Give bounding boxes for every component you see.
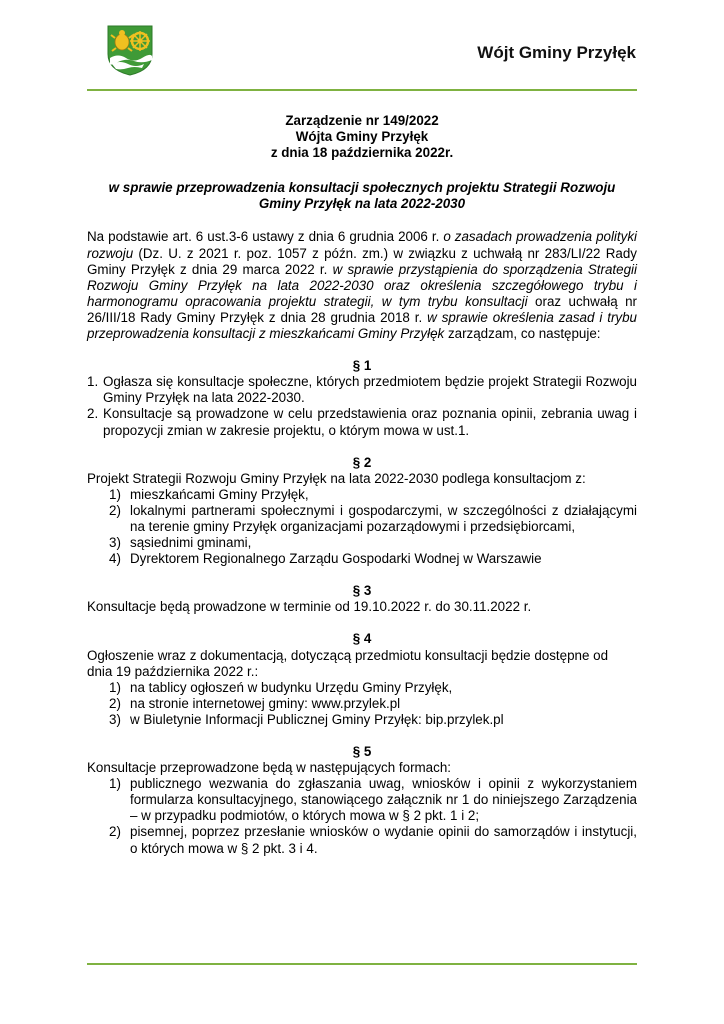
section-heading: § 3 [352,583,372,599]
list-text: pisemnej, poprzez przesłanie wniosków o wydanie opinii do samorządów i instytucji, o których mowa w § 2 pkt. 3 i 4. [130,824,637,856]
list-marker: 2) [109,824,121,840]
list-text: sąsiednimi gminami, [130,535,252,551]
title-line: Wójta Gminy Przyłęk [295,129,429,145]
section-list [87,487,637,567]
list-text: Konsultacje są prowadzone w celu przedstawienia oraz poznania opinii, zebrania uwag i propozycji zmian w zakresie projektu, o którym mowa w ust.1. [103,406,637,438]
list-marker: 1. [87,374,99,390]
preamble-run: Na podstawie art. 6 ust.3-6 ustawy z dnia 6 grudnia 2006 r. [87,229,444,245]
document-subject: w sprawie przeprowadzenia konsultacji społecznych projektu Strategii Rozwoju Gminy Przyłęk na lata 2022-2030 [108,180,616,212]
list-text: na stronie internetowej gminy: www.przylek.pl [130,695,401,711]
section-intro: Ogłoszenie wraz z dokumentacją, dotyczącą przedmiotu konsultacji będzie dostępne od dnia 19 października 2022 r.: [87,647,609,679]
list-marker: 2. [87,406,99,422]
list-text: w Biuletynie Informacji Publicznej Gminy Przyłęk: bip.przylek.pl [130,711,504,727]
section-heading: § 2 [352,454,372,470]
section [87,744,637,857]
section-intro: Projekt Strategii Rozwoju Gminy Przyłęk na lata 2022-2030 podlega konsultacjom z: [87,470,586,486]
title-line: Zarządzenie nr 149/2022 [285,113,439,128]
section-intro: Konsultacje będą prowadzone w terminie od 19.10.2022 r. do 30.11.2022 r. [87,599,532,615]
section [87,455,637,568]
footer-divider [87,963,637,965]
list-text: Ogłasza się konsultacje społeczne, których przedmiotem będzie projekt Strategii Rozwoju Gminy Przyłęk na lata 2022-2030. [103,374,637,406]
list-item [87,696,637,712]
list-text: mieszkańcami Gminy Przyłęk, [130,486,309,502]
list-marker: 1) [109,776,121,792]
preamble-run: w sprawie przystąpienia do sporządzenia Strategii Rozwoju Gminy Przyłęk na lata 2022-2030 oraz określenia szczegółowego trybu i harmonogramu opracowania projektu strategii, w tym trybu konsultacji [87,261,637,309]
section-intro: Konsultacje przeprowadzone będą w następujących formach: [87,760,451,776]
document-body [87,113,637,857]
section [87,631,637,728]
preamble-run: (Dz. U. z 2021 r. poz. 1057 z późn. zm.) w związku z uchwałą nr 283/LI/22 Rady Gminy Przyłęk z dnia 29 marca 2022 r. [87,245,637,277]
list-item [87,487,637,503]
list-item [87,551,637,567]
coat-of-arms-logo [106,24,154,76]
section-heading: § 1 [352,358,372,374]
preamble-run: w sprawie określenia zasad i trybu przeprowadzenia konsultacji z mieszkańcami Gminy Przyłęk [87,309,637,342]
section-heading: § 5 [352,744,372,759]
list-text: publicznego wezwania do zgłaszania uwag, wniosków i opinii z wykorzystaniem formularza konsultacyjnego, stanowiącego załącznik nr 1 do niniejszego Zarządzenia – w przypadku podmiotów, o których mowa w § 2 pkt. 1 i 2; [130,776,637,824]
list-marker: 1) [109,486,121,502]
preamble-run: o zasadach prowadzenia polityki rozwoju [87,229,637,261]
list-marker: 3) [109,535,121,551]
list-item [87,374,637,406]
sections [87,358,637,857]
list-item [87,503,637,535]
list-marker: 2) [109,502,121,518]
list-marker: 3) [109,711,121,727]
list-item [87,824,637,856]
list-item [87,680,637,696]
list-item [87,712,637,728]
list-item [87,406,637,438]
section [87,358,637,438]
preamble [87,229,637,342]
section-list [87,680,637,728]
list-item [87,776,637,824]
document-title [87,113,637,161]
title-line: z dnia 18 października 2022r. [270,145,454,161]
list-text: Dyrektorem Regionalnego Zarządu Gospodarki Wodnej w Warszawie [130,551,542,567]
section-list [87,374,637,438]
list-marker: 1) [109,679,121,695]
list-text: na tablicy ogłoszeń w budynku Urzędu Gminy Przyłęk, [130,679,453,695]
list-item [87,535,637,551]
preamble-run: oraz uchwałą nr 26/III/18 Rady Gminy Przyłęk z dnia 28 grudnia 2018 r. [87,293,637,325]
list-text: lokalnymi partnerami społecznymi i gospodarczymi, w szczególności z działającymi na terenie gminy Przyłęk organizacjami pozarządowymi i przedsiębiorcami, [130,502,637,534]
header-divider [87,89,637,91]
header-title: Wójt Gminy Przyłęk [477,43,636,62]
list-marker: 2) [109,695,121,711]
section [87,583,637,615]
preamble-run: zarządzam, co następuje: [444,326,601,342]
section-list [87,776,637,856]
section-heading: § 4 [352,631,372,647]
list-marker: 4) [109,551,121,567]
